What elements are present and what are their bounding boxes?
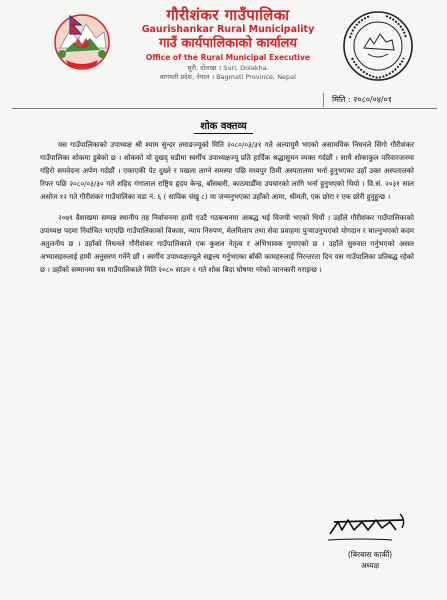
office-seal-icon bbox=[340, 8, 416, 84]
handwritten-signature bbox=[320, 500, 420, 548]
header-divider bbox=[12, 108, 437, 109]
notice-body bbox=[40, 138, 414, 284]
signatory-title: अध्यक्ष bbox=[360, 561, 380, 570]
address-line-2: बागमती प्रदेश, नेपाल । Bagmati Province, Nepal bbox=[160, 73, 296, 81]
notice-title: शोक वक्तव्य bbox=[194, 118, 252, 134]
notice-heading bbox=[0, 114, 447, 134]
address-line-1: सुरी, दोलखा । Suri, Dolakha. bbox=[187, 64, 269, 72]
date-label: मिति : २०८०/०४/०१ bbox=[332, 95, 392, 104]
notice-paragraph-2: २०७९ वैशाखमा सम्पन्न स्थानीय तह निर्वाचनमा हामी एउटै गठबन्धनमा आबद्ध भई विजयी भएको थियौं । उहाँले गौरीशंकर गाउँपालिकाको उपाध्यक्ष पदमा निर्वाचित भएपछि गाउँपालिकाको विकास, न्याय निरुपण, मेलमिलाप तथा सेवा प्रवाहमा पुऱ्याउनुभएको योगदान र चाल्नुभएको कदम अतुलनीय छ । उहाँको निधनले गौरीशंकर गाउँपालिकाले एक कुशल नेतृत्व र अभिभावक गुमाएको छ । उहाँले सुरुवात गर्नुभएको असल अभ्यासहरुलाई हामी अनुसरण गर्नेनै छौं । स्वर्गीय उपाध्यक्षज्यूले सङ्कल्प गर्नुभएका बाँकी कामहरुलाई निरन्तरता दिन यस गाउँपालिका प्रतिबद्ध रहेको छ । उहाँको सम्मानमा यस गाउँपालिकाले मिति २०८० साउन २ गते शोक बिदा घोषणा गरेको जानकारी गराइन्छ । bbox=[40, 213, 414, 274]
office-name-np: गाउँ कार्यपालिकाको कार्यालय bbox=[159, 36, 297, 51]
signatory-name: (बिरबास कार्की) bbox=[347, 550, 393, 559]
municipality-name-en: Gaurishankar Rural Municipality bbox=[141, 24, 315, 35]
notice-paragraph-1: यस गाउँपालिकाको उपाध्यक्ष श्री श्याम सुन्दर तमाङज्यूको मिति २०८०/०३/३१ गते अल्पायुमै भएको असामयिक निधनले सिंगो गौरीशंकर गाउँपालिका शोकमा डुबेको छ । शोकको यो दुखद् घडीमा स्वर्गीय उपाध्यक्षज्यू प्रति हार्दिक श्रद्धासुमन व्यक्त गर्दछौं । साथै शोकाकुल परिवारजनमा गहिरो समवेदना अर्पण गर्दछौं । एकाएकी पेट दुख्ने र पखला लाग्ने समस्या पछि मध्यपुर ठिमी अस्पतालमा भर्ना हुनुभएका उहाँ उक्त अस्पतालको रिफर पछि २०८०/०३/३० गते शहिद गंगालाल राष्ट्रिय हृदय केन्द्र, बाँसबारी, काठमाडौँमा उपचारको लागि भर्ना हुनुभएको थियो । वि.सं. २०३१ साल असोज १२ गते गौरीशंकर गाउँपालिका वडा नं. ६ ( साविक चंखु ८) मा जन्मनुभएका उहाँको आमा, श्रीमती, एक छोरा र एक छोरी हुनुहुन्छ । bbox=[40, 140, 414, 201]
municipality-name-np: गौरीशंकर गाउँपालिका bbox=[166, 6, 290, 24]
office-name-en: Office of the Rural Municipal Executive bbox=[146, 53, 310, 62]
nepal-emblem-icon bbox=[50, 8, 114, 72]
